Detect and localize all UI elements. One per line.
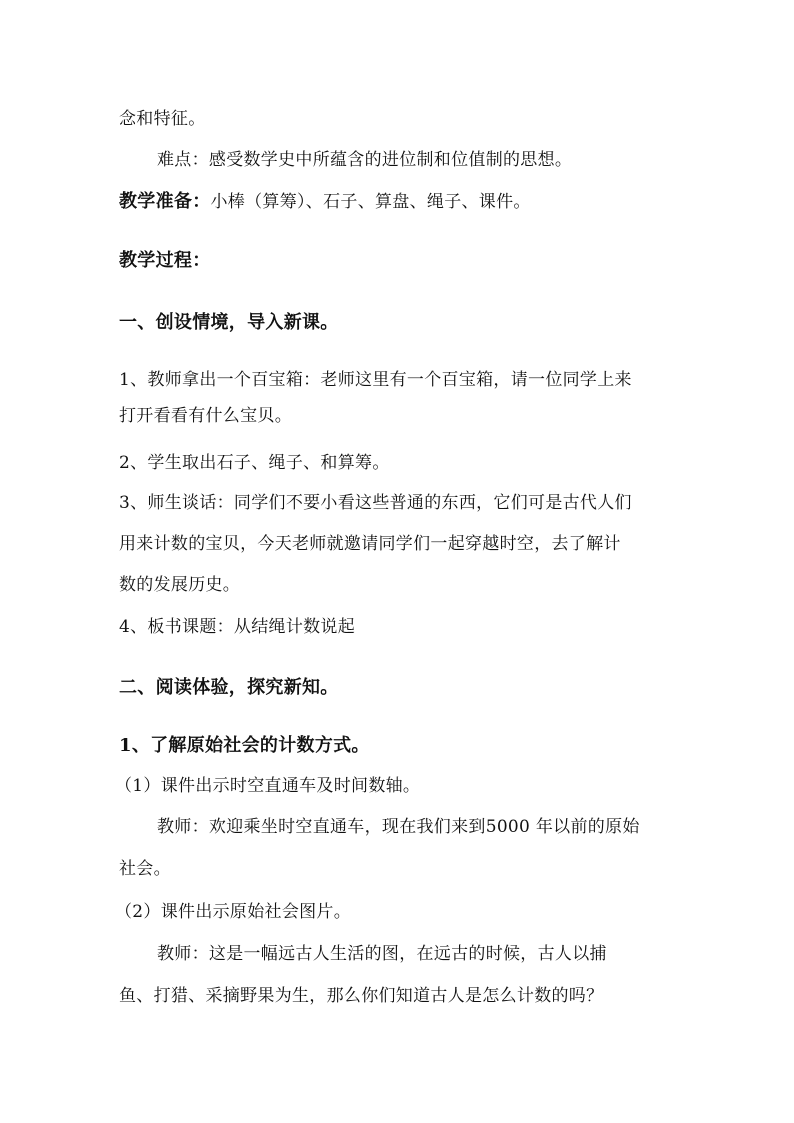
text-line: 鱼、打猎、采摘野果为生，那么你们知道古人是怎么计数的吗？ — [119, 986, 604, 1006]
text-line: 2、学生取出石子、绳子、和算筹。 — [119, 453, 390, 473]
section-heading: 二、阅读体验，探究新知。 — [119, 677, 339, 698]
text-line: 打开看看有什么宝贝。 — [119, 406, 292, 426]
text-line: 数的发展历史。 — [119, 575, 241, 595]
text-line: 用来计数的宝贝，今天老师就邀请同学们一起穿越时空，去了解计 — [119, 534, 621, 554]
difficulty-line: 难点：感受数学史中所蕴含的进位制和位值制的思想。 — [157, 150, 573, 170]
prep-line — [119, 191, 531, 213]
text-line: 教师：这是一幅远古人生活的图，在远古的时候，古人以捕 — [157, 944, 607, 964]
text-line: 3、师生谈话：同学们不要小看这些普通的东西，它们可是古代人们 — [119, 493, 632, 513]
text-line: 4、板书课题：从结绳计数说起 — [119, 617, 356, 637]
text-line: （1）课件出示时空直通车及时间数轴。 — [115, 776, 421, 796]
text-line: 社会。 — [119, 859, 171, 879]
prep-label: 教学准备： — [119, 191, 211, 212]
section-heading: 教学过程： — [119, 250, 211, 271]
subsection-heading: 1、了解原始社会的计数方式。 — [119, 735, 370, 756]
text-line: 念和特征。 — [119, 109, 206, 129]
prep-items: 小棒（算筹）、石子、算盘、绳子、课件。 — [210, 192, 531, 212]
text-line: 教师：欢迎乘坐时空直通车，现在我们来到5000 年以前的原始 — [157, 817, 640, 837]
text-line: 1、教师拿出一个百宝箱：老师这里有一个百宝箱，请一位同学上来 — [119, 370, 632, 390]
section-heading: 一、创设情境，导入新课。 — [119, 312, 339, 333]
text-line: （2）课件出示原始社会图片。 — [115, 902, 352, 922]
